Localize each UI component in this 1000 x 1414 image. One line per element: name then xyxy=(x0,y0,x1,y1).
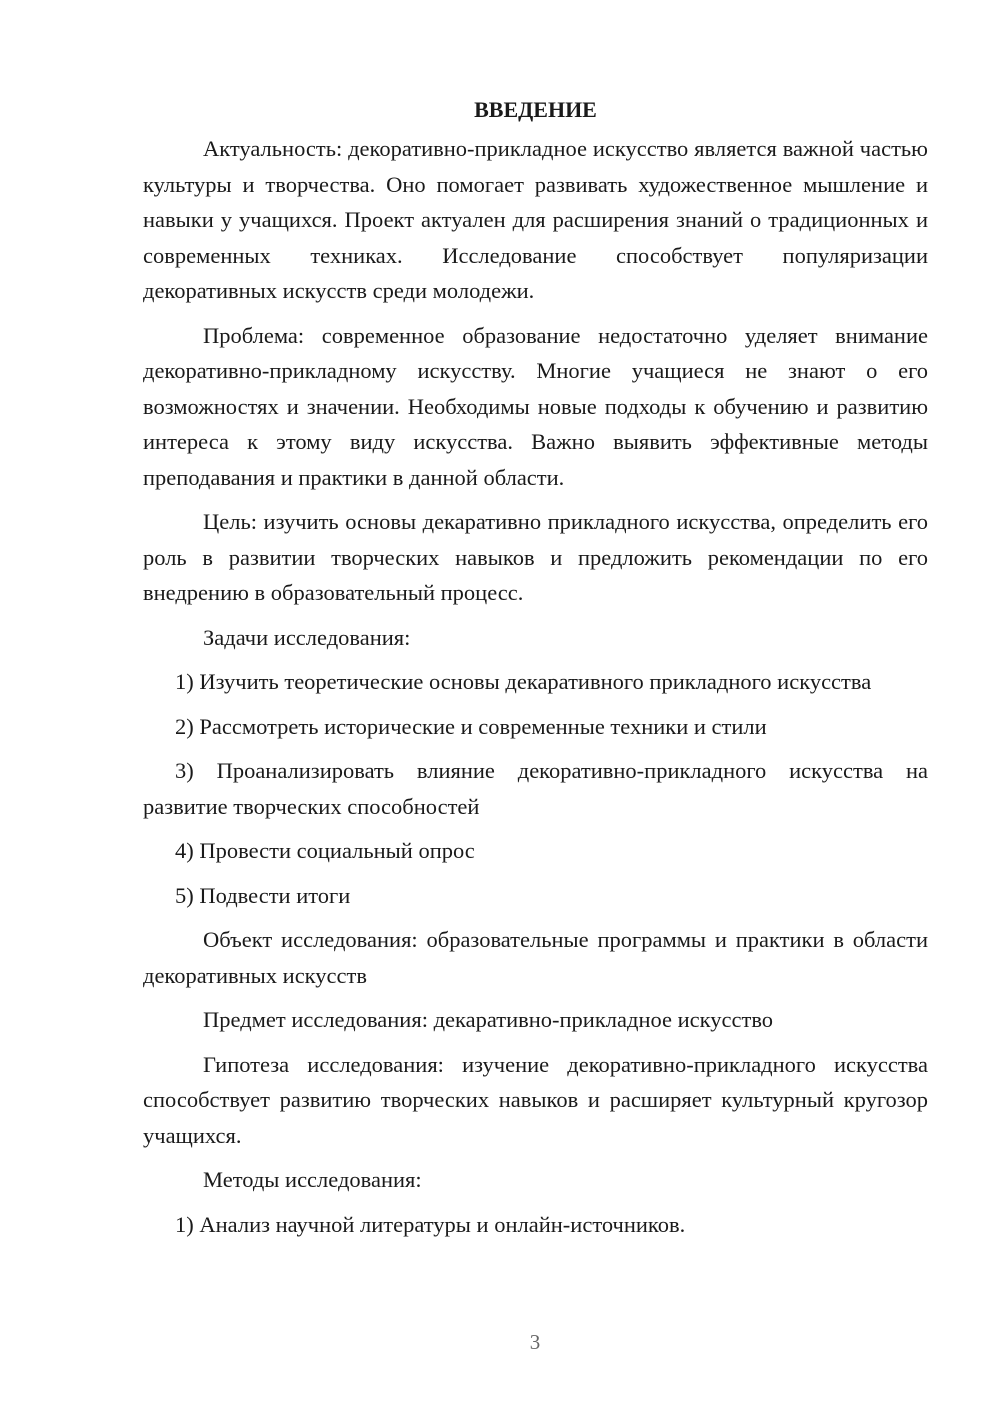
tasks-heading: Задачи исследования: xyxy=(203,624,411,650)
page-content xyxy=(143,92,928,1251)
goal-paragraph: Цель: изучить основы декаративно прикладного искусства, определить его роль в развитии творческих навыков и предложить рекомендации по его внедрению в образовательный процесс. xyxy=(143,509,928,605)
hypothesis-paragraph: Гипотеза исследования: изучение декоративно-прикладного искусства способствует развитию творческих навыков и расширяет культурный кругозор учащихся. xyxy=(143,1051,928,1148)
object-paragraph: Объект исследования: образовательные программы и практики в области декоративных искусств xyxy=(143,927,928,988)
task-item: 4) Провести социальный опрос xyxy=(175,838,475,863)
problem-paragraph: Проблема: современное образование недостаточно уделяет внимание декоративно-прикладному искусству. Многие учащиеся не знают о его возможностях и значении. Необходимы новые подходы к обучению и развитию интереса к этому виду искусства. Важно выявить эффективные методы преподавания и практики в данной области. xyxy=(143,322,928,490)
relevance-paragraph: Актуальность: декоративно-прикладное искусство является важной частью культуры и творчества. Оно помогает развивать художественное мышление и навыки у учащихся. Проект актуален для расширения знаний о традиционных и современных техниках. Исследование способствует популяризации декоративных искусств среди молодежи. xyxy=(143,136,928,303)
method-item: 1) Анализ научной литературы и онлайн-источников. xyxy=(175,1211,686,1237)
task-item: 3) Проанализировать влияние декоративно-прикладного искусства на развитие творческих способностей xyxy=(143,758,928,819)
section-title: ВВЕДЕНИЕ xyxy=(474,97,597,122)
task-item: 1) Изучить теоретические основы декаративного прикладного искусства xyxy=(175,669,872,694)
task-item: 5) Подвести итоги xyxy=(175,882,351,908)
methods-heading: Методы исследования: xyxy=(203,1167,422,1192)
task-item: 2) Рассмотреть исторические и современные техники и стили xyxy=(175,713,767,739)
subject-paragraph: Предмет исследования: декаративно-прикладное искусство xyxy=(203,1007,774,1032)
page-number: 3 xyxy=(529,1330,541,1354)
